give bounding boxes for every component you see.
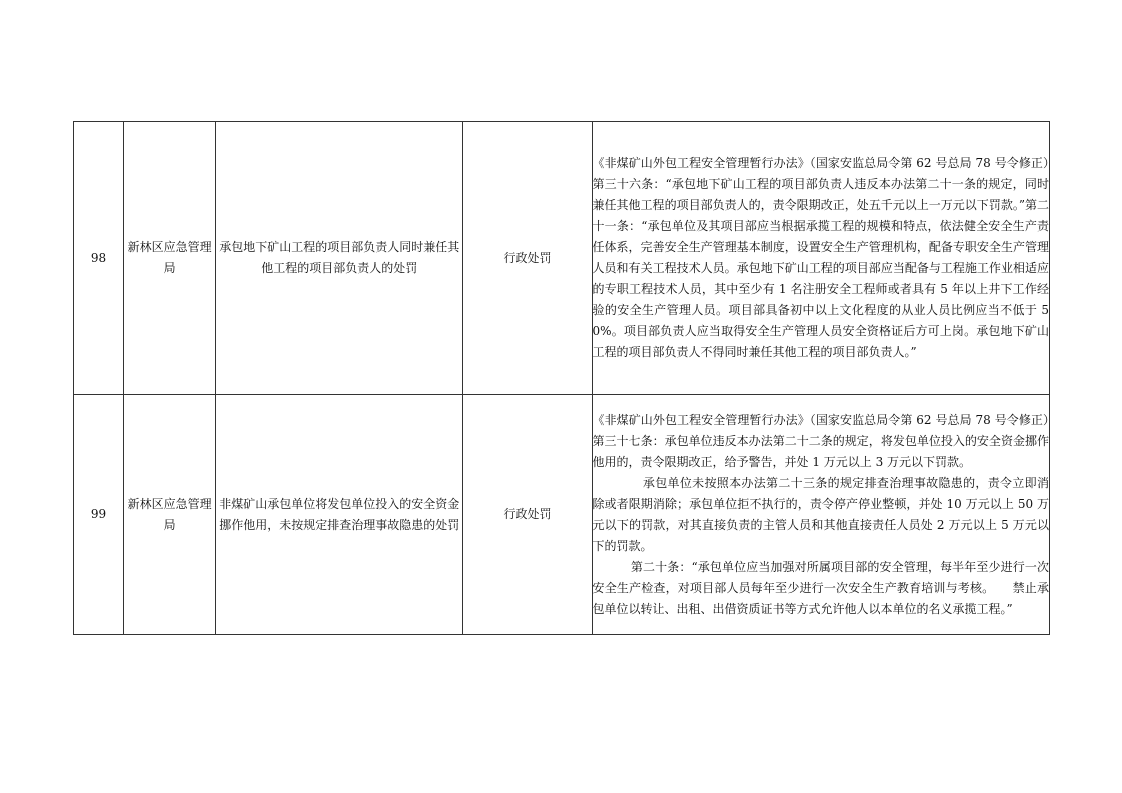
- legal-basis-cell: [592, 395, 1049, 635]
- row-number: 98: [74, 122, 124, 395]
- penalty-table: [73, 121, 1050, 635]
- penalty-item-cell: 承包地下矿山工程的项目部负责人同时兼任其他工程的项目部负责人的处罚: [216, 122, 463, 395]
- legal-basis-paragraph: 《非煤矿山外包工程安全管理暂行办法》（国家安监总局令第 62 号总局 78 号令修正）第三十七条：承包单位违反本办法第二十二条的规定，将发包单位投入的安全资金挪作他用的，责令限期改正，给予警告，并处 1 万元以上 3 万元以下罚款。: [592, 412, 1049, 469]
- department-cell: 新林区应急管理局: [124, 122, 216, 395]
- legal-basis-paragraph: 承包单位未按照本办法第二十三条的规定排查治理事故隐患的，责令立即消除或者限期消除；承包单位拒不执行的，责令停产停业整顿，并处 10 万元以上 50 万元以下的罚款，对其直接负责的主管人员和其他直接责任人员处 2 万元以上 5 万元以下的罚款。: [592, 475, 1049, 553]
- penalty-type-cell: 行政处罚: [463, 122, 592, 395]
- department-cell: 新林区应急管理局: [124, 395, 216, 635]
- table-row: [74, 122, 1050, 395]
- penalty-item-cell: 非煤矿山承包单位将发包单位投入的安全资金挪作他用，未按规定排查治理事故隐患的处罚: [216, 395, 463, 635]
- penalty-type-cell: 行政处罚: [463, 395, 592, 635]
- legal-basis-cell: [592, 122, 1049, 395]
- legal-basis-paragraph: 《非煤矿山外包工程安全管理暂行办法》（国家安监总局令第 62 号总局 78 号令修正）第三十六条：“承包地下矿山工程的项目部负责人违反本办法第二十一条的规定，同时兼任其他工程的项目部负责人的，责令限期改正，处五千元以上一万元以下罚款。”第二十一条：“承包单位及其项目部应当根据承揽工程的规模和特点，依法健全安全生产责任体系，完善安全生产管理基本制度，设置安全生产管理机构，配备专职安全生产管理人员和有关工程技术人员。承包地下矿山工程的项目部应当配备与工程施工作业相适应的专职工程技术人员，其中至少有 1 名注册安全工程师或者具有 5 年以上井下工作经验的安全生产管理人员。项目部具备初中以上文化程度的从业人员比例应当不低于 50%。项目部负责人应当取得安全生产管理人员安全资格证后方可上岗。承包地下矿山工程的项目部负责人不得同时兼任其他工程的项目部负责人。”: [592, 156, 1049, 359]
- row-number: 99: [74, 395, 124, 635]
- legal-basis-paragraph: 第二十条：“承包单位应当加强对所属项目部的安全管理，每半年至少进行一次安全生产检查，对项目部人员每年至少进行一次安全生产教育培训与考核。 禁止承包单位以转让、出租、出借资质证书等方式允许他人以本单位的名义承揽工程。”: [592, 559, 1049, 616]
- table-row: [74, 395, 1050, 635]
